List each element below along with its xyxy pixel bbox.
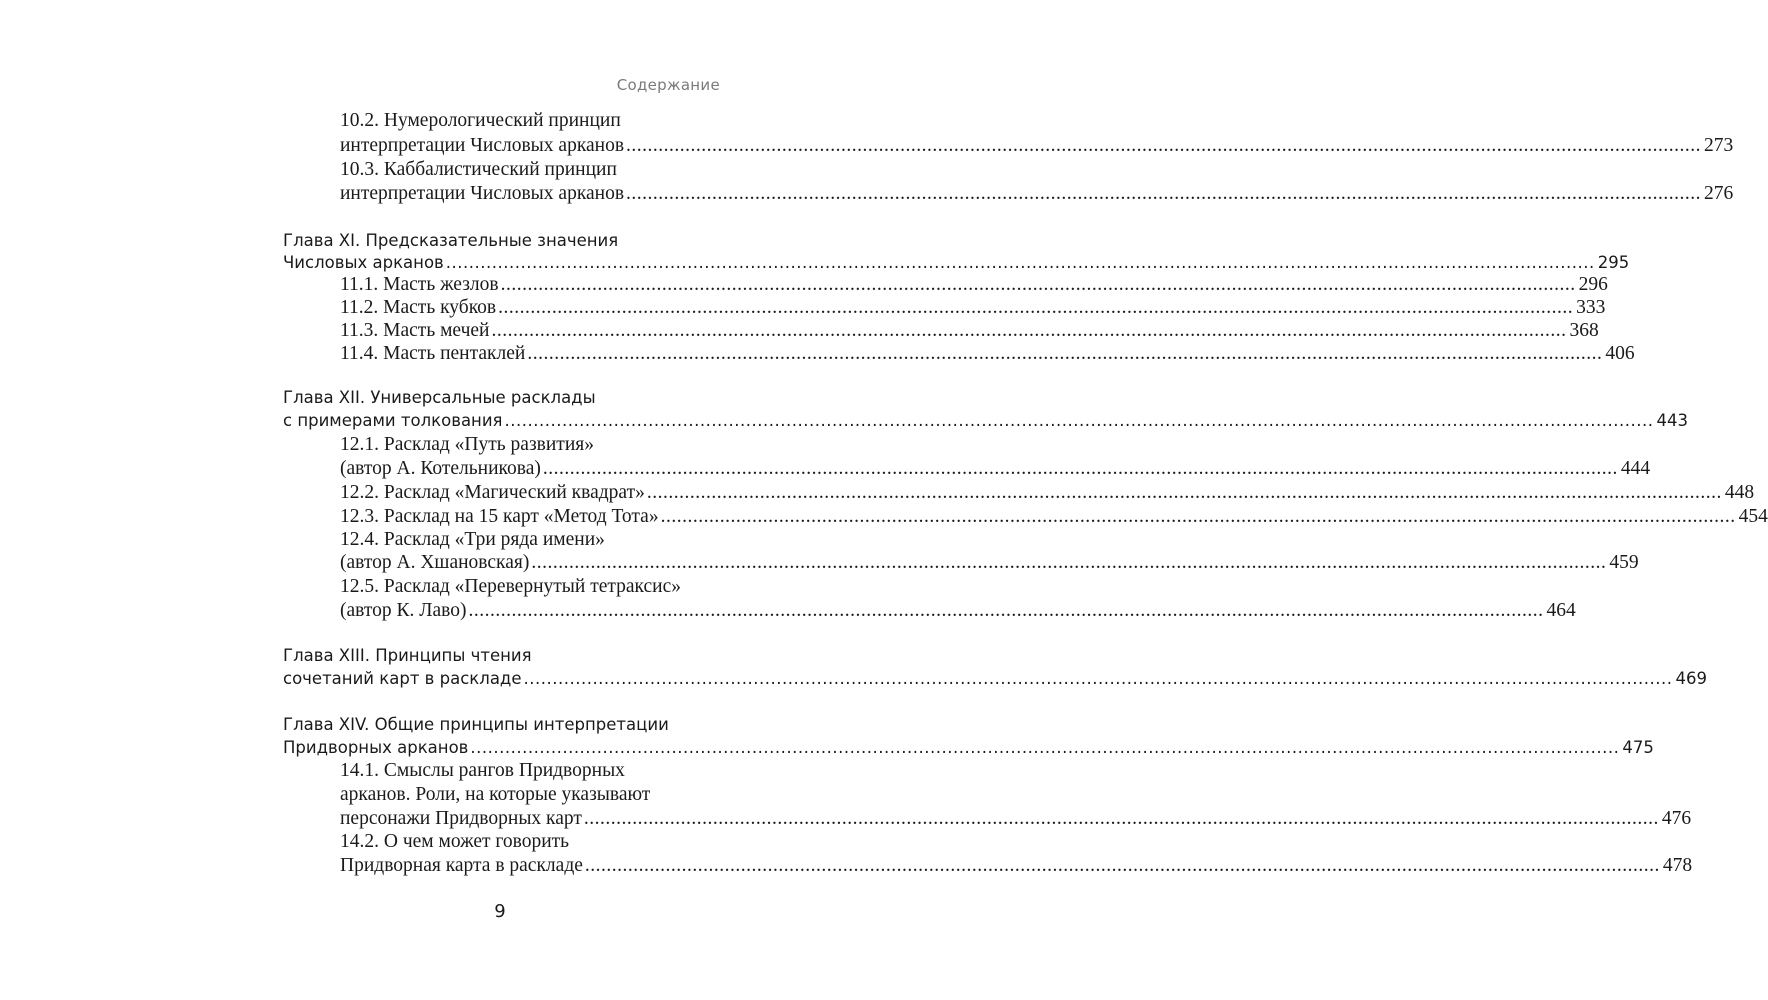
toc-chapter-13-cont xyxy=(283,666,1707,692)
toc-chapter-12-cont xyxy=(283,408,1688,434)
toc-entry-14-2 xyxy=(340,829,720,855)
dot-leader: ........................................................................................................................................................................................................ xyxy=(646,482,1722,503)
toc-entry-text: 10.3. Каббалистический принцип xyxy=(340,159,617,180)
toc-entry-12-4-cont xyxy=(340,550,1639,576)
toc-entry-text: 11.1. Масть жезлов xyxy=(340,274,499,295)
toc-entry-text: интерпретации Числовых арканов xyxy=(340,183,625,204)
dot-leader: ........................................................................................................................................................................................................ xyxy=(468,600,1544,621)
toc-page-number: 368 xyxy=(1569,320,1599,341)
dot-leader: ........................................................................................................................................................................................................ xyxy=(542,458,1618,479)
toc-page-number: 406 xyxy=(1605,343,1635,364)
toc-page-number: 464 xyxy=(1546,600,1576,621)
toc-entry-text: 12.1. Расклад «Путь развития» xyxy=(340,434,594,455)
toc-chapter-text: сочетаний карт в раскладе xyxy=(283,669,522,688)
toc-entry-text: 14.2. О чем может говорить xyxy=(340,831,570,852)
toc-entry-10-2 xyxy=(340,108,720,134)
toc-entry-text: 12.2. Расклад «Магический квадрат» xyxy=(340,482,645,503)
toc-page-number: 295 xyxy=(1597,253,1630,272)
toc-entry-text: 12.4. Расклад «Три ряда имени» xyxy=(340,529,605,550)
dot-leader: ........................................................................................................................................................................................................ xyxy=(470,738,1620,757)
running-head: Содержание xyxy=(616,76,720,94)
dot-leader: ........................................................................................................................................................................................................ xyxy=(500,274,1576,295)
toc-page-number: 469 xyxy=(1675,669,1707,688)
toc-entry-text: 12.3. Расклад на 15 карт «Метод Тота» xyxy=(340,506,659,527)
dot-leader: ........................................................................................................................................................................................................ xyxy=(626,183,1702,204)
dot-leader: ........................................................................................................................................................................................................ xyxy=(445,253,1595,272)
toc-entry-text: (автор А. Хшановская) xyxy=(340,552,530,573)
dot-leader: ........................................................................................................................................................................................................ xyxy=(626,135,1702,156)
toc-page-number: 276 xyxy=(1704,183,1734,204)
toc-entry-10-2-cont xyxy=(340,133,1734,159)
toc-entry-text: 11.3. Масть мечей xyxy=(340,320,490,341)
dot-leader: ........................................................................................................................................................................................................ xyxy=(660,506,1736,527)
toc-page-number: 476 xyxy=(1661,808,1692,829)
toc-entry-text: Придворная карта в раскладе xyxy=(340,855,583,876)
toc-page-number: 454 xyxy=(1738,506,1768,527)
toc-entry-text: (автор К. Лаво) xyxy=(340,600,467,621)
toc-entry-14-1-cont xyxy=(340,782,720,808)
toc-chapter-text: Числовых арканов xyxy=(283,253,444,272)
dot-leader: ........................................................................................................................................................................................................ xyxy=(584,855,1660,876)
dot-leader: ........................................................................................................................................................................................................ xyxy=(504,411,1654,430)
dot-leader: ........................................................................................................................................................................................................ xyxy=(531,552,1607,573)
dot-leader: ........................................................................................................................................................................................................ xyxy=(527,343,1603,364)
toc-chapter-text: Придворных арканов xyxy=(283,738,469,757)
toc-chapter-text: Глава XII. Универсальные расклады xyxy=(283,388,596,407)
toc-entry-text: (автор А. Котельникова) xyxy=(340,458,541,479)
toc-chapter-text: с примерами толкования xyxy=(283,411,503,430)
toc-entry-text: 11.4. Масть пентаклей xyxy=(340,343,526,364)
toc-entry-12-5-cont xyxy=(340,598,1576,624)
dot-leader: ........................................................................................................................................................................................................ xyxy=(583,808,1659,829)
toc-page-number: 475 xyxy=(1622,738,1654,757)
toc-entry-text: 10.2. Нумерологический принцип xyxy=(340,110,621,131)
toc-entry-12-1 xyxy=(340,432,720,458)
toc-page-number: 478 xyxy=(1662,855,1693,876)
toc-page-number: 296 xyxy=(1578,274,1608,295)
toc-page-number: 459 xyxy=(1609,552,1639,573)
toc-chapter-text: Глава XI. Предсказательные значения xyxy=(283,231,619,250)
toc-page-number: 448 xyxy=(1724,482,1755,503)
toc-page-number: 333 xyxy=(1576,297,1606,318)
toc-chapter-text: Глава XIV. Общие принципы интерпретации xyxy=(283,715,669,734)
toc-chapter-text: Глава XIII. Принципы чтения xyxy=(283,646,532,665)
toc-entry-10-3-cont xyxy=(340,181,1734,207)
dot-leader: ........................................................................................................................................................................................................ xyxy=(498,297,1574,318)
toc-entry-12-5 xyxy=(340,574,720,600)
toc-entry-text: интерпретации Числовых арканов xyxy=(340,135,625,156)
toc-entry-12-2 xyxy=(340,480,1755,506)
toc-entry-14-2-cont xyxy=(340,853,1693,879)
toc-entry-12-1-cont xyxy=(340,456,1651,482)
toc-page-number: 444 xyxy=(1620,458,1651,479)
toc-entry-11-4 xyxy=(340,341,1635,367)
toc-entry-text: 14.1. Смыслы рангов Придворных xyxy=(340,760,625,781)
toc-entry-text: 12.5. Расклад «Перевернутый тетраксис» xyxy=(340,576,682,597)
toc-entry-text: 11.2. Масть кубков xyxy=(340,297,497,318)
toc-page-number: 273 xyxy=(1704,135,1734,156)
dot-leader: ........................................................................................................................................................................................................ xyxy=(491,320,1567,341)
toc-entry-14-1 xyxy=(340,758,720,784)
dot-leader: ........................................................................................................................................................................................................ xyxy=(523,669,1673,688)
toc-entry-10-3 xyxy=(340,157,720,183)
page-number: 9 xyxy=(494,901,506,922)
toc-entry-text: арканов. Роли, на которые указывают xyxy=(340,784,651,805)
toc-entry-text: персонажи Придворных карт xyxy=(340,808,582,829)
toc-page-number: 443 xyxy=(1656,411,1688,430)
